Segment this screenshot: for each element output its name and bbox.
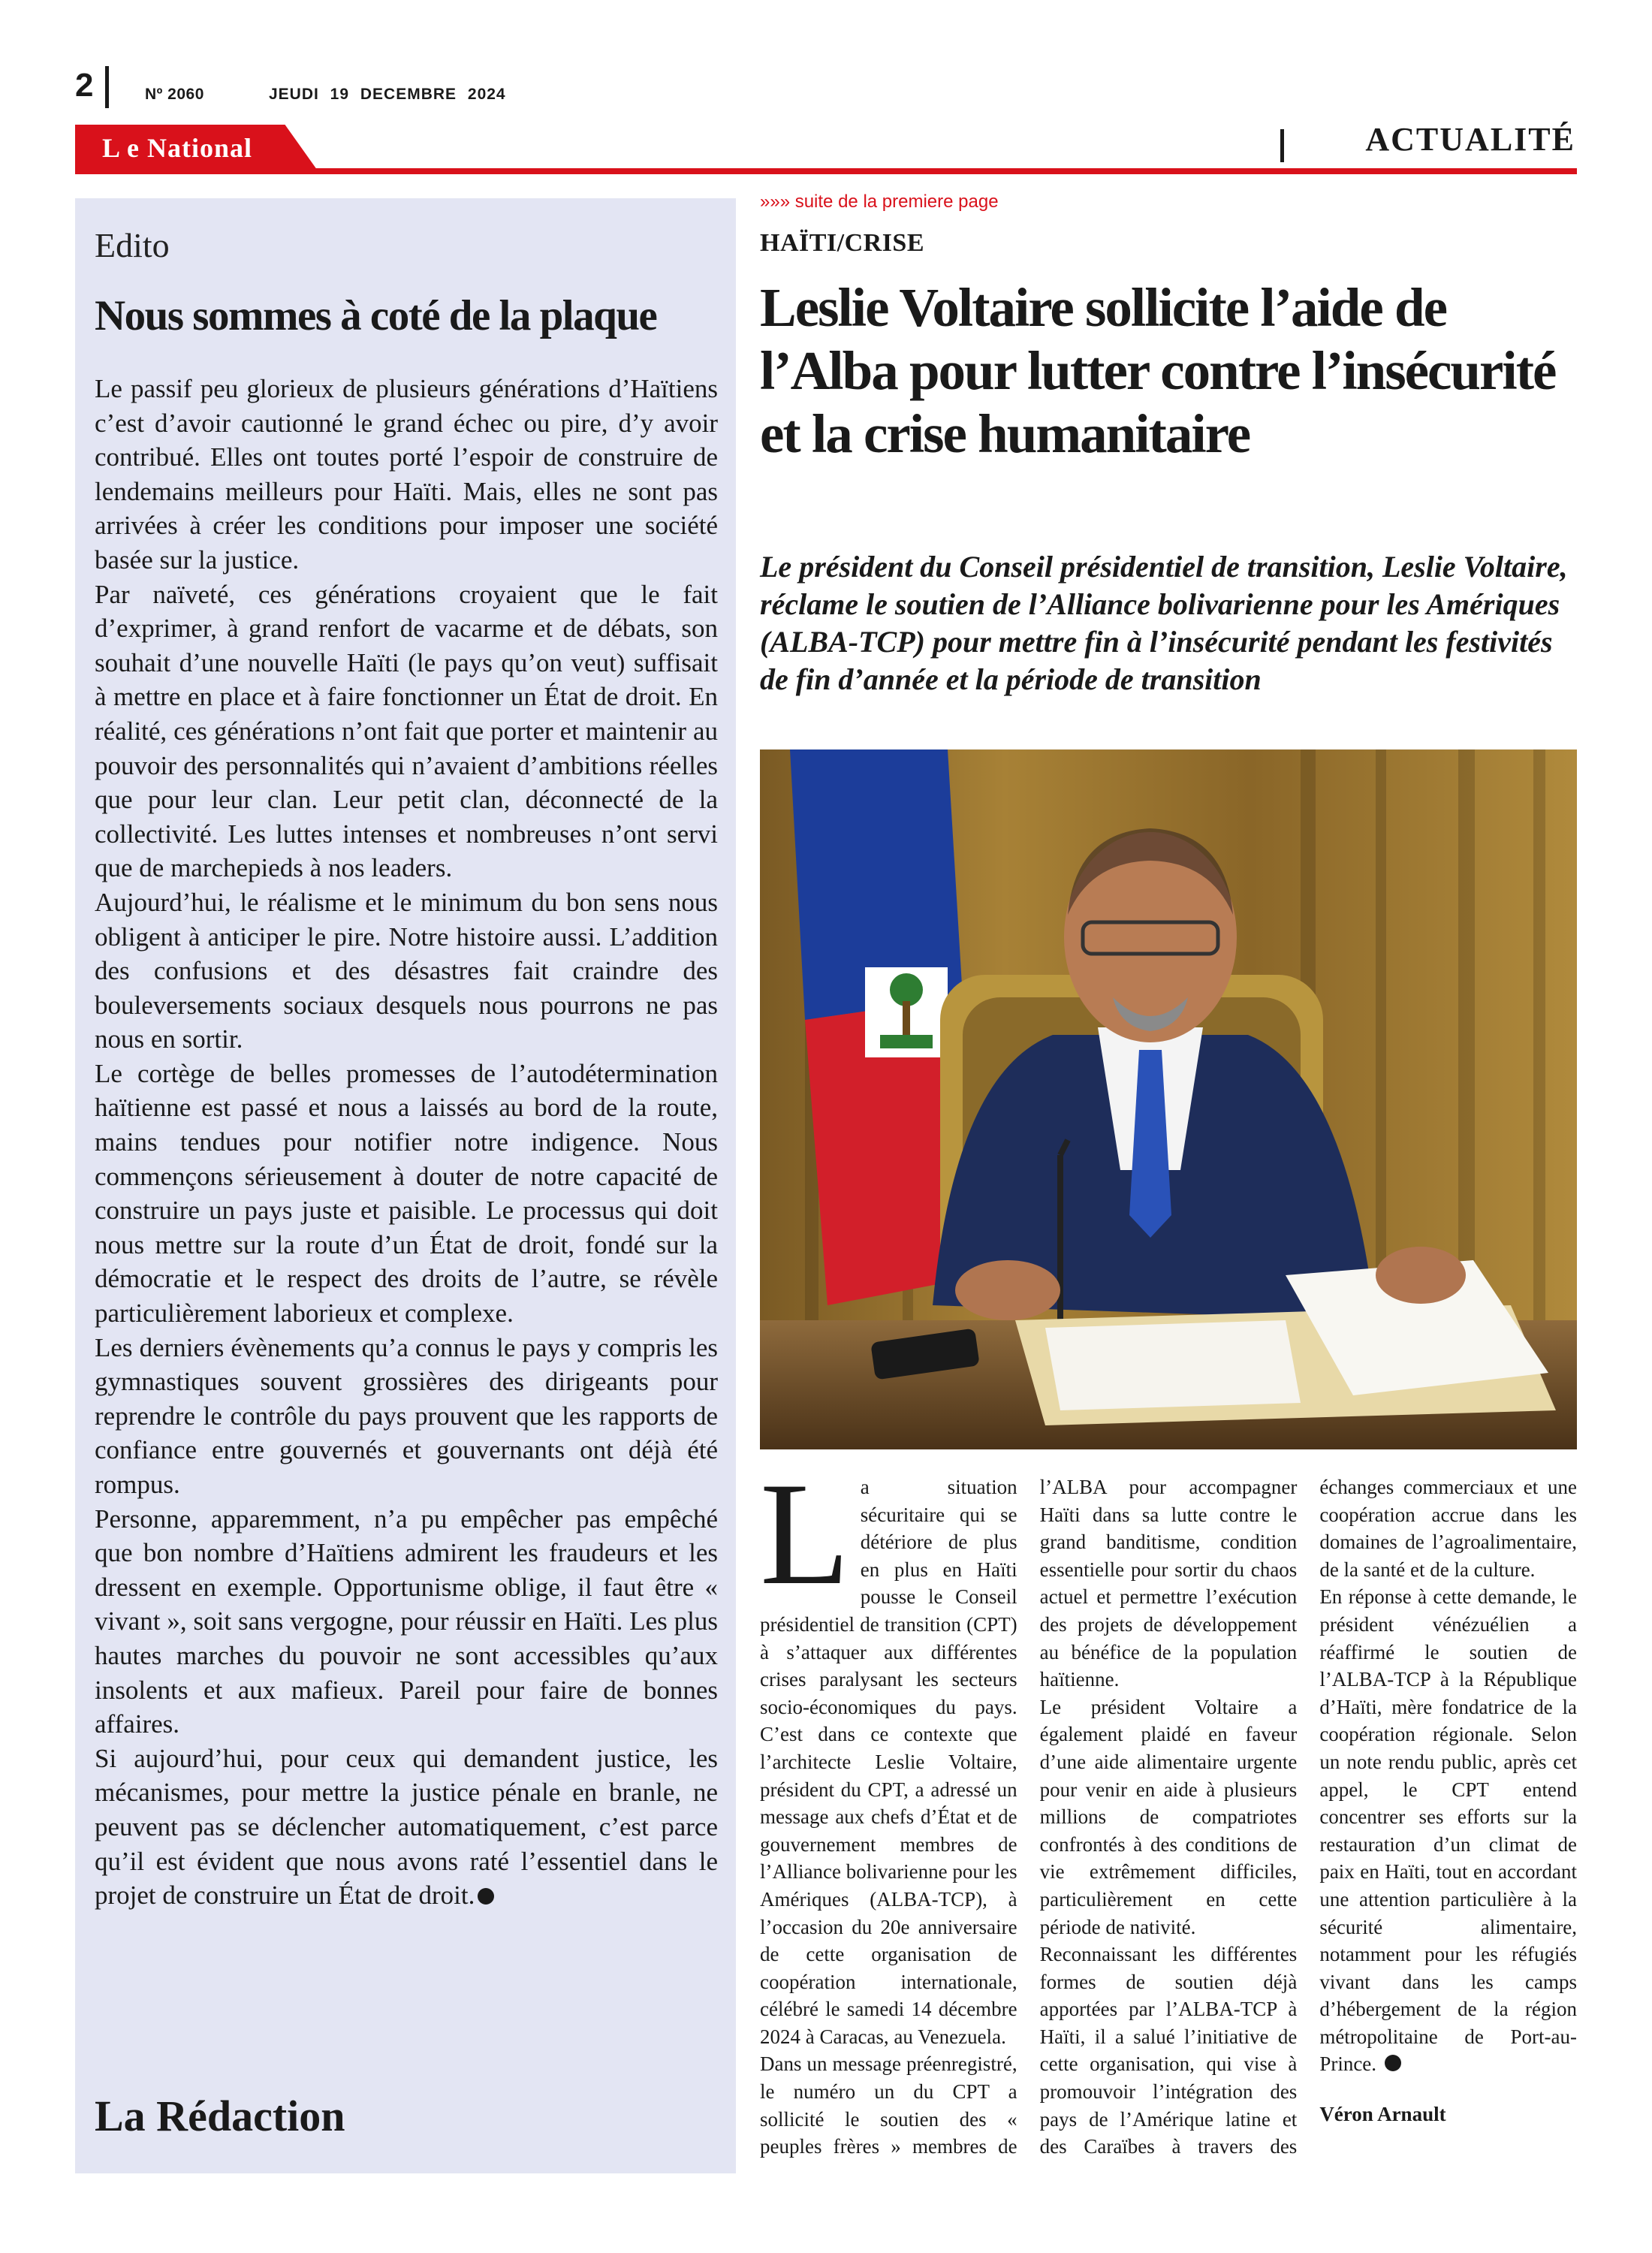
edito-paragraph: Le passif peu glorieux de plusieurs générations d’Haïtiens c’est d’avoir cautionné le grand échec ou pire, d’y avoir contribué. Elles ont toutes porté l’espoir de construire de lendemains meilleurs pour Haïti. Mais, elles ne sont pas arrivées à créer les conditions pour imposer une société basée sur la justice. bbox=[95, 374, 718, 575]
edito-paragraph-text: Si aujourd’hui, pour ceux qui demandent justice, les mécanismes, pour mettre la justice pénale en branle, ne peuvent pas se déclencher automatiquement, c’est parce qu’il est évident que nous avons raté l’essentiel dans le projet de construire un État de droit. bbox=[95, 1743, 718, 1911]
drop-cap: L bbox=[760, 1452, 850, 1615]
article-paragraph-first bbox=[760, 1452, 1017, 2050]
brand-name: L e National bbox=[102, 133, 253, 163]
document-left bbox=[1045, 1320, 1301, 1410]
article-paragraph-text: a situation sécuritaire qui se détériore de plus en plus en Haïti pousse le Conseil présidentiel de transition (CPT) à s’attaquer aux différentes crises paralysant les secteurs socio-économiques du pays. C’est dans ce contexte que l’architecte Leslie Voltaire, président du CPT, a adressé un message aux chefs d’État et de gouvernement membres de l’Alliance bolivarienne pour les Amériques (ALBA-TCP), à l’occasion du 20e anniversaire de cette organisation de coopération internationale, célébré le samedi 14 décembre 2024 à Caracas, au Venezuela. bbox=[760, 1476, 1017, 2048]
article-paragraph: Le président Voltaire a également plaidé en faveur d’une aide alimentaire urgente pour venir en aide à plusieurs millions de compatriotes confrontés à des conditions de vie extrêmement difficiles, particulièrement en cette période de nativité. bbox=[1039, 1695, 1298, 1938]
article-body bbox=[760, 1452, 1577, 2164]
article-paragraph: Reconnaissant les différentes formes de soutien déjà apportées par l’ALBA-TCP à Haïti, il a salué l’initiative de cette organisation, qui vise à promouvoir l’intégration des pays de l’Amérique latine et des Caraïbes à travers des échanges commerciaux et une coopération accrue dans les domaines de l’agroalimentaire, de la santé et de la culture. bbox=[1039, 1476, 1577, 2158]
section-name: ACTUALITÉ bbox=[1365, 121, 1575, 158]
photo-illustration bbox=[760, 749, 1577, 1449]
edito-paragraph: Aujourd’hui, le réalisme et le minimum du bon sens nous obligent à anticiper le pire. Notre histoire aussi. L’addition des confusions et des désastres fait craindre des bouleversements sociaux desquels nous pourrons ne pas nous en sortir. bbox=[95, 887, 718, 1054]
article-paragraph-text: En réponse à cette demande, le président vénézuélien a réaffirmé le soutien de l’ALBA-TCP à la République d’Haïti, mère fondatrice de la coopération régionale. Selon un note rendu public, après cet appel, le CPT entend concentrer ses efforts sur la restauration d’un climat de paix en Haïti, tout en accordant une attention particulière à la sécurité alimentaire, notamment pour les réfugiés vivant dans les camps d’hébergement de la région métropolitaine de Port-au-Prince. bbox=[1319, 1585, 1577, 2076]
hand-left bbox=[955, 1260, 1060, 1320]
edito-label: Edito bbox=[95, 226, 170, 264]
edito-paragraph: Le cortège de belles promesses de l’autodétermination haïtienne est passé et nous a laissés au bord de la route, mains tendues pour notifier notre indigence. Nous commençons sérieusement à douter de notre capacité de construire un pays juste et paisible. Le processus qui doit nous mettre sur la route d’un État de droit, fondé sur la démocratie et le respect des droits de l’autre, se révèle particulièrement laborieux et complexe. bbox=[95, 1058, 718, 1329]
page-number: 2 bbox=[75, 67, 94, 104]
article-lead: Le président du Conseil présidentiel de transition, Leslie Voltaire, réclame le soutien de l’Alliance bolivarienne pour les Amériques (ALBA-TCP) pour mettre fin à l’insécurité pendant les festivités de fin d’année et la période de transition bbox=[760, 550, 1568, 696]
article-author: Véron Arnault bbox=[1319, 2103, 1446, 2126]
edito-paragraph: Les derniers évènements qu’a connus le pays y compris les gymnastiques souvent grossières des dirigeants pour reprendre le contrôle du pays prouvent que les rapports de confiance entre gouvernés et gouvernants ont déjà été rompus. bbox=[95, 1332, 718, 1499]
edito-paragraph: Personne, apparemment, n’a pu empêcher pas empêché que bon nombre d’Haïtiens admirent les fraudeurs et les dressent en exemple. Opportunisme oblige, il faut être « vivant », soit sans vergogne, pour réussir en Haïti. Les plus hautes marches du pouvoir ne sont accessibles qu’aux insolents et aux mafieux. Pareil pour faire de bonnes affaires. bbox=[95, 1504, 718, 1739]
article-headline: Leslie Voltaire sollicite l’aide de l’Alba pour lutter contre l’insécurité et la crise humanitaire bbox=[760, 277, 1556, 464]
article-photo bbox=[760, 749, 1577, 1449]
page-number-divider bbox=[105, 66, 109, 108]
article-kicker: HAÏTI/CRISE bbox=[760, 229, 925, 257]
edito-paragraph: Par naïveté, ces générations croyaient que le fait d’exprimer, à grand renfort de vacarme et de débats, son souhait d’une nouvelle Haïti (le pays qu’on veut) suffisait à mettre en place et à faire fonctionner un État de droit. En réalité, ces générations n’ont fait que porter et maintenir au pouvoir des personnalités qui n’avaient d’ambitions réelles que pour leur clan. Leur petit clan, déconnecté de la collectivité. Les luttes intenses et nombreuses n’ont servi que de marchepieds à nos leaders. bbox=[95, 579, 718, 883]
article-paragraph: Dans un message préenregistré, le numéro un du CPT a sollicité le soutien des « peuples frères » membres de l’ALBA pour accompagner Haïti dans sa lutte contre le grand banditisme, condition essentielle pour sortir du chaos actuel et permettre l’exécution des projets de développement au bénéfice de la population haïtienne. bbox=[760, 1476, 1298, 2158]
issue-number: Nº 2060 bbox=[145, 86, 204, 103]
publication-date: JEUDI 19 DECEMBRE 2024 bbox=[269, 86, 506, 103]
edito-signature: La Rédaction bbox=[95, 2092, 345, 2140]
edito-body bbox=[95, 372, 718, 1913]
edito-paragraph-last bbox=[95, 1742, 718, 1913]
section-divider bbox=[1280, 129, 1284, 162]
hand-right bbox=[1376, 1247, 1466, 1304]
end-of-article-icon bbox=[1385, 2055, 1401, 2071]
end-of-article-icon bbox=[478, 1888, 494, 1905]
continued-from-front-link[interactable]: »»» suite de la premiere page bbox=[760, 192, 999, 212]
article-paragraph-last bbox=[1319, 1583, 1577, 2078]
edito-title: Nous sommes à coté de la plaque bbox=[95, 292, 657, 339]
